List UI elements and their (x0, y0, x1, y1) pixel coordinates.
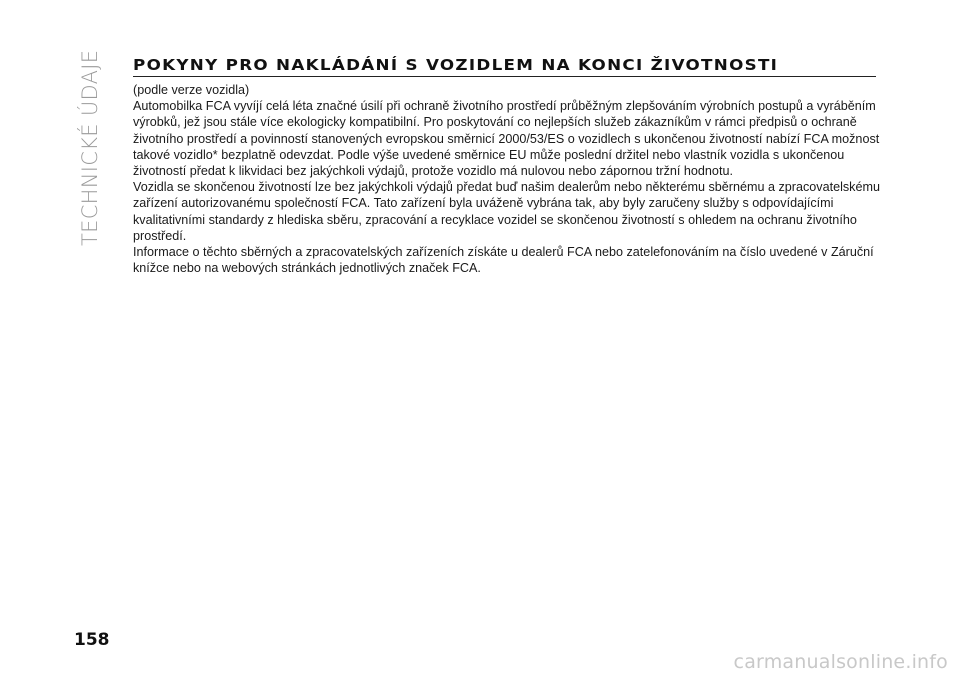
page-heading: POKYNY PRO NAKLÁDÁNÍ S VOZIDLEM NA KONCI ŽIVOTNOSTI (133, 56, 779, 74)
page-number: 158 (74, 630, 110, 650)
watermark: carmanualsonline.info (733, 651, 948, 673)
paragraph-collection: Vozidla se skončenou životností lze bez jakýchkoli výdajů předat buď našim dealerům nebo některému sběrnému a zpracovatelskému zařízení autorizovanému společností FCA. Tato zařízení byla uváženě vybrána tak, aby byly zaručeny služby s odpovídajícími kvalitativními standardy z hlediska sběru, zpracování a recyklace vozidel se skončenou životností s ohledem na ochranu životního prostředí. (133, 180, 880, 243)
body-text (133, 82, 885, 276)
paragraph-information: Informace o těchto sběrných a zpracovatelských zařízeních získáte u dealerů FCA nebo zatelefonováním na číslo uvedené v Záruční knížce nebo na webových stránkách jednotlivých značek FCA. (133, 245, 874, 276)
heading-rule (133, 76, 876, 77)
paragraph-version-note: (podle verze vozidla) (133, 83, 250, 97)
paragraph-intro: Automobilka FCA vyvíjí celá léta značné úsilí při ochraně životního prostředí průběžným zlepšováním výrobních postupů a vyráběním výrobků, jež jsou stále více ekologicky kompatibilní. Pro poskytování co nejlepších služeb zákazníkům v rámci předpisů o ochraně životního prostředí a povinností stanovených evropskou směrnicí 2000/53/ES o vozidlech s ukončenou životností nabízí FCA možnost takové vozidlo* bezplatně odevzdat. Podle výše uvedené směrnice EU může poslední držitel nebo vlastník vozidla s ukončenou životností předat k likvidaci bez jakýchkoli výdajů, protože vozidlo má nulovou nebo zápornou tržní hodnotu. (133, 99, 880, 179)
section-title: TECHNICKÉ ÚDAJE (78, 49, 102, 246)
